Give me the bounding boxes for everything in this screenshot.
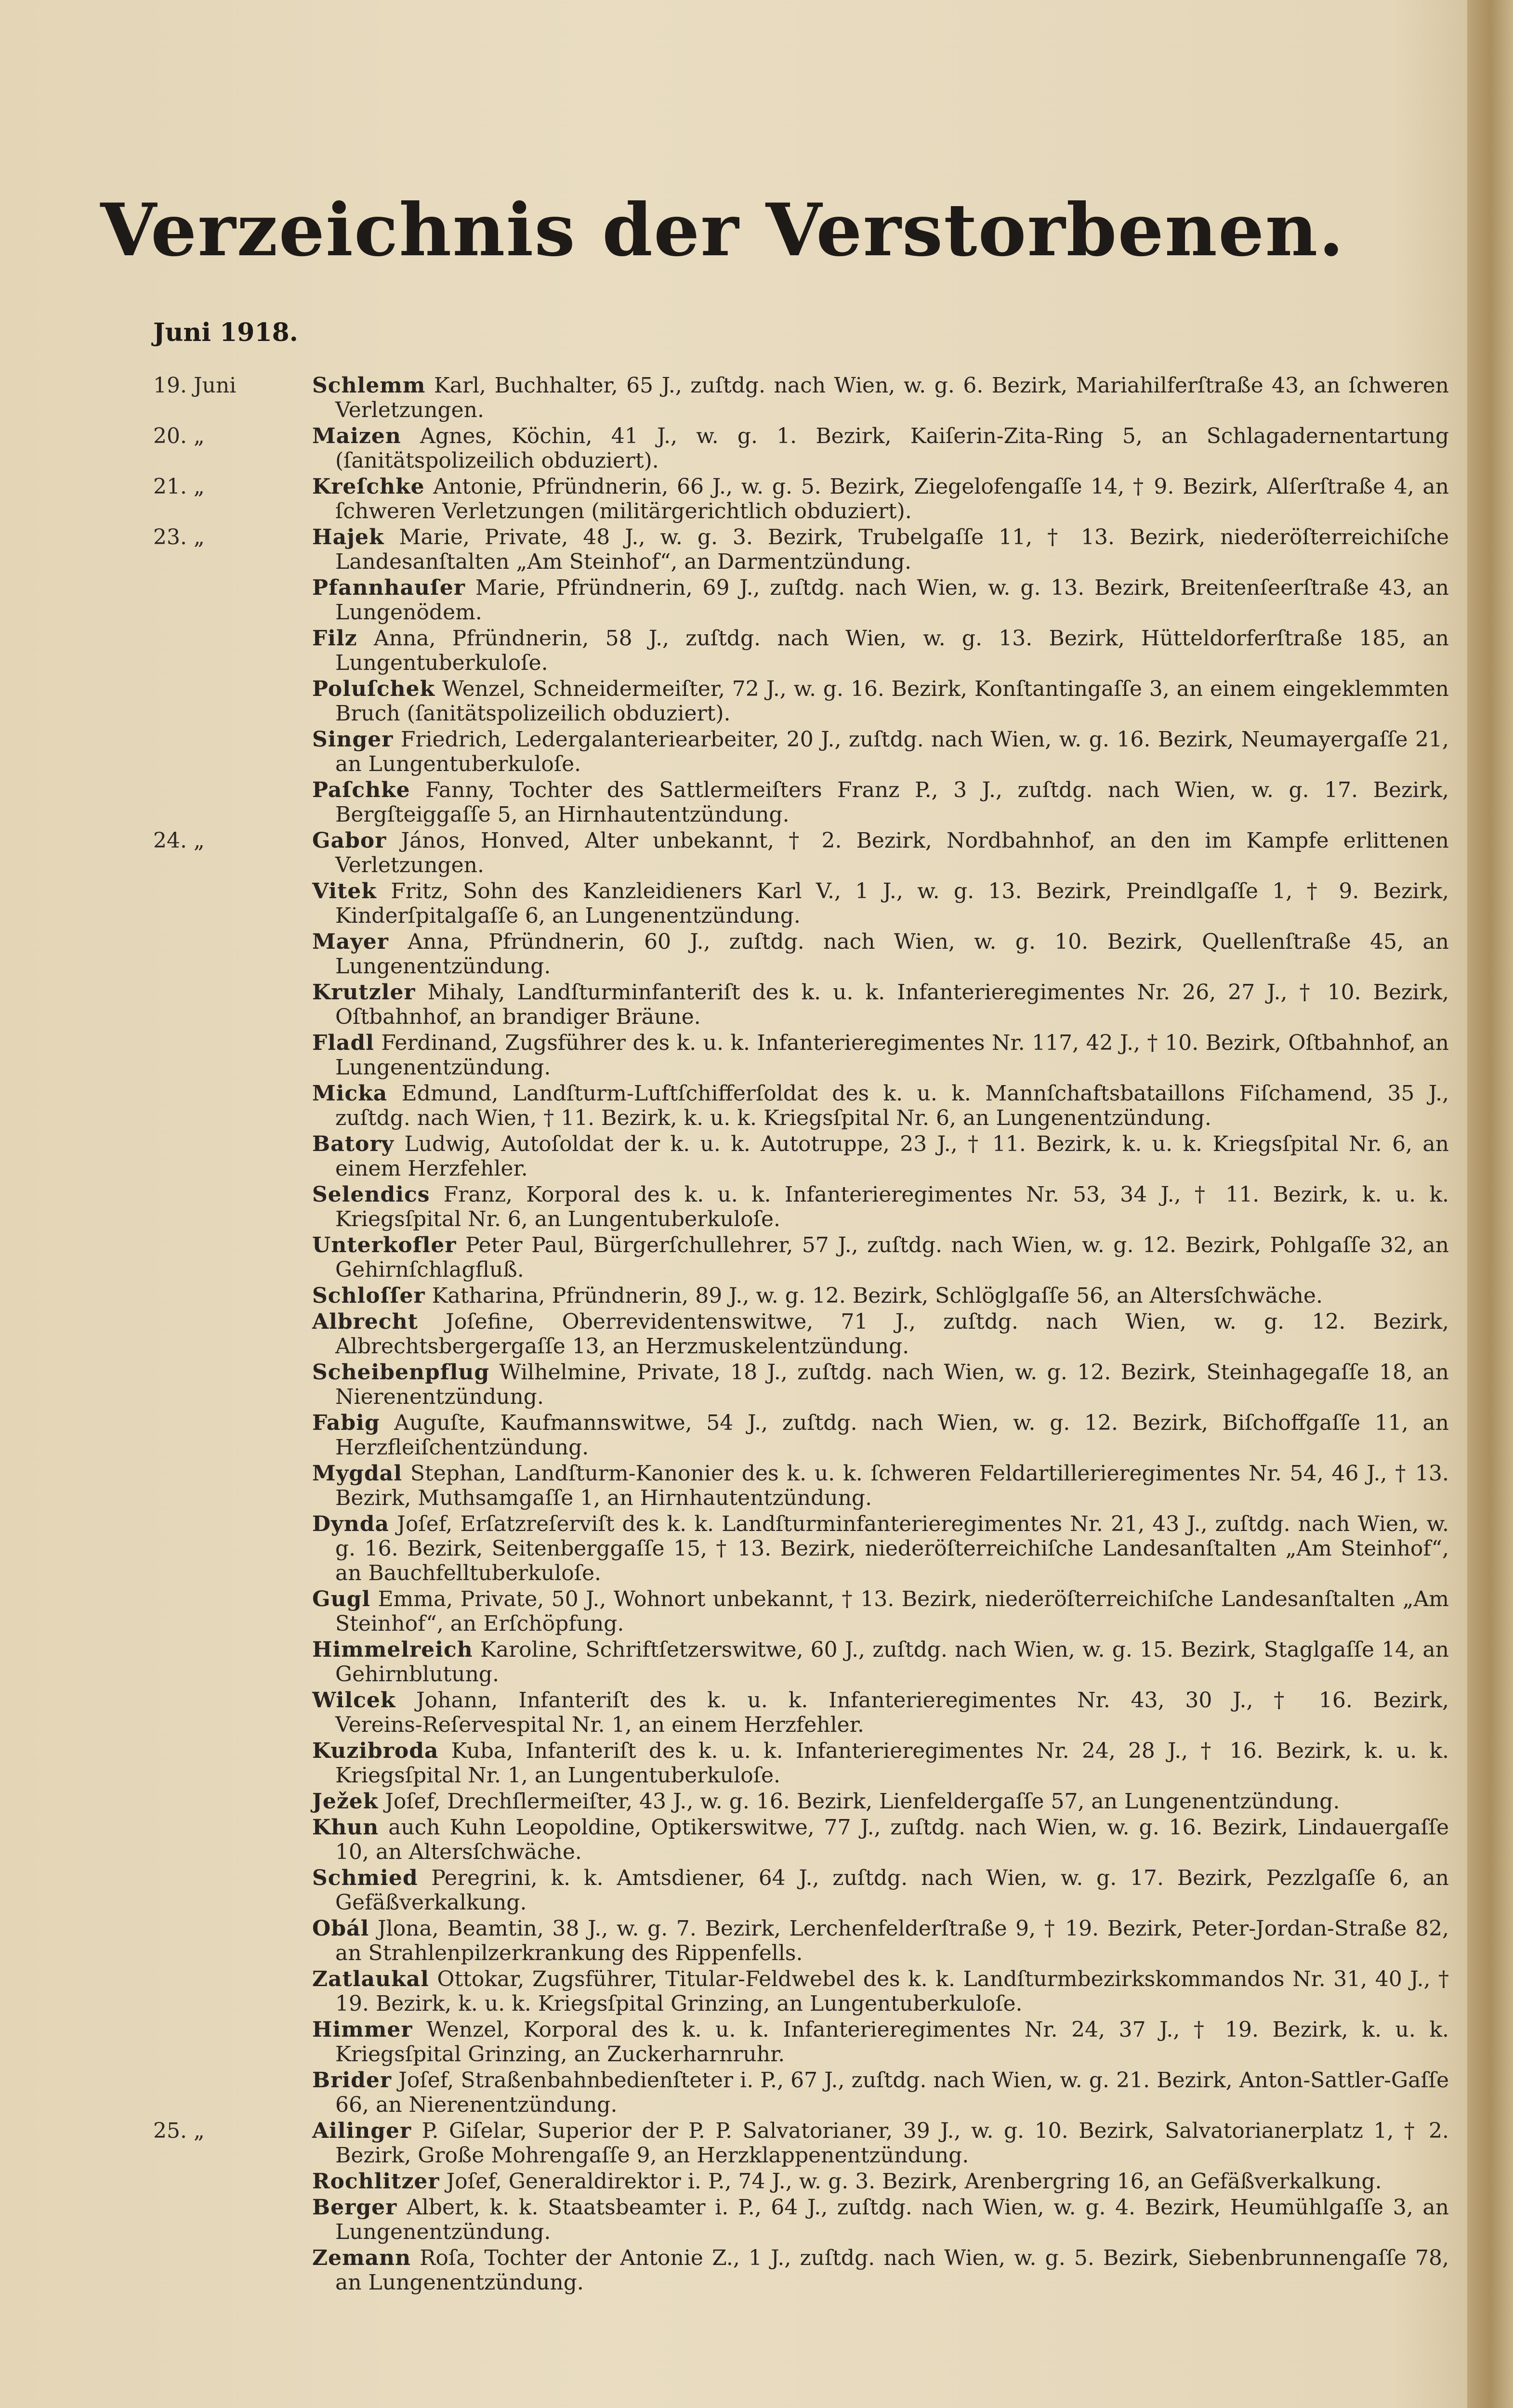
list-item [153, 1789, 1449, 1814]
entry-text [312, 778, 1449, 827]
entry-date: 19. Juni [153, 373, 237, 398]
entry-details: Franz, Korporal des k. u. k. Infanterieregimentes Nr. 53, 34 J., † 11. Bezirk, k. u. k. Kriegsſpital Nr. 6, an Lungentuberkuloſe. [335, 1182, 1449, 1231]
list-item [153, 778, 1449, 827]
entry-details: Ottokar, Zugsführer, Titular‑Feldwebel des k. k. Landſturmbezirkskommandos Nr. 31, 40 J., † 19. Bezirk, k. u. k. Kriegsſpital Grinzing, an Lungentuberkuloſe. [335, 1967, 1449, 2016]
entry-details: Emma, Private, 50 J., Wohnort unbekannt, † 13. Bezirk, niederöſterreichiſche Landesanſtalten „Am Steinhof“, an Erſchöpfung. [335, 1587, 1449, 1636]
list-item [153, 1233, 1449, 1282]
entry-surname: Fladl [312, 1031, 374, 1055]
list-item [153, 525, 1449, 574]
list-item [153, 980, 1449, 1029]
entry-date: 20. „ [153, 424, 205, 448]
entry-surname: Himmer [312, 2017, 413, 2042]
entry-details: Stephan, Landſturm‑Kanonier des k. u. k. ſchweren Feldartillerieregimentes Nr. 54, 46 J., † 13. Bezirk, Muthsamgaſſe 1, an Hirnhautentzündung. [335, 1461, 1449, 1510]
entry-details: János, Honved, Alter unbekannt, † 2. Bezirk, Nordbahnhof, an den im Kampfe erlittenen Verletzungen. [335, 828, 1449, 877]
entry-surname: Zemann [312, 2246, 411, 2270]
entry-surname: Schloſſer [312, 1283, 425, 1308]
list-item [153, 424, 1449, 473]
entry-surname: Rochlitzer [312, 2169, 440, 2194]
entry-details: Jlona, Beamtin, 38 J., w. g. 7. Bezirk, Lerchenfelderſtraße 9, † 19. Bezirk, Peter‑Jordan‑Straße 82, an Strahlenpilzerkrankung des Rippenfells. [335, 1916, 1449, 1965]
entry-details: auch Kuhn Leopoldine, Optikerswitwe, 77 J., zuſtdg. nach Wien, w. g. 16. Bezirk, Lindauergaſſe 10, an Altersſchwäche. [335, 1815, 1449, 1864]
entry-text [312, 1182, 1449, 1231]
entry-details: Albert, k. k. Staatsbeamter i. P., 64 J., zuſtdg. nach Wien, w. g. 4. Bezirk, Heumühlgaſſe 3, an Lungenentzündung. [335, 2195, 1449, 2244]
list-item [153, 1309, 1449, 1359]
list-item [153, 1461, 1449, 1510]
entry-text [312, 373, 1449, 422]
entry-details: Joſefine, Oberrevidentenswitwe, 71 J., zuſtdg. nach Wien, w. g. 12. Bezirk, Albrechtsbergergaſſe 13, an Herzmuskelentzündung. [335, 1309, 1449, 1359]
entry-details: Joſef, Drechſlermeiſter, 43 J., w. g. 16. Bezirk, Lienfeldergaſſe 57, an Lungenentzündung. [378, 1789, 1340, 1814]
entry-surname: Gugl [312, 1587, 371, 1611]
entry-text [312, 576, 1449, 625]
list-item [153, 576, 1449, 625]
entry-text [312, 1967, 1449, 2016]
page-edge [1467, 0, 1513, 2408]
entry-surname: Paſchke [312, 778, 410, 802]
entry-details: Karl, Buchhalter, 65 J., zuſtdg. nach Wien, w. g. 6. Bezirk, Mariahilferſtraße 43, an ſchweren Verletzungen. [335, 373, 1449, 422]
entry-surname: Singer [312, 727, 394, 752]
list-item [153, 2246, 1449, 2295]
entry-text [312, 2169, 1449, 2194]
entry-text [312, 879, 1449, 928]
entry-surname: Pfannhauſer [312, 576, 466, 600]
entry-text [312, 2246, 1449, 2295]
entry-surname: Kuzibroda [312, 1739, 439, 1763]
entry-details: Ludwig, Autoſoldat der k. u. k. Autotruppe, 23 J., † 11. Bezirk, k. u. k. Kriegsſpital Nr. 6, an einem Herzfehler. [335, 1132, 1449, 1181]
entry-details: Wenzel, Korporal des k. u. k. Infanterieregimentes Nr. 24, 37 J., † 19. Bezirk, k. u. k. Kriegsſpital Grinzing, an Zuckerharnruhr. [335, 2017, 1449, 2067]
entry-text [312, 424, 1449, 473]
list-item [153, 2169, 1449, 2194]
entry-date: 21. „ [153, 474, 205, 499]
entry-text [312, 525, 1449, 574]
list-item [153, 879, 1449, 928]
list-item [153, 1866, 1449, 1915]
entry-date: 23. „ [153, 525, 205, 550]
entry-text [312, 1789, 1449, 1814]
entry-details: Johann, Infanteriſt des k. u. k. Infanterieregimentes Nr. 43, 30 J., † 16. Bezirk, Vereins‑Reſervespital Nr. 1, an einem Herzfehler. [335, 1688, 1449, 1737]
entry-surname: Ailinger [312, 2119, 412, 2143]
entry-details: Marie, Pfründnerin, 69 J., zuſtdg. nach Wien, w. g. 13. Bezirk, Breitenſeerſtraße 43, an Lungenödem. [335, 576, 1449, 625]
list-item [153, 1916, 1449, 1965]
entry-text [312, 1233, 1449, 1282]
entry-details: Peter Paul, Bürgerſchullehrer, 57 J., zuſtdg. nach Wien, w. g. 12. Bezirk, Pohlgaſſe 32, an Gehirnſchlagfluß. [335, 1233, 1449, 1282]
entry-list [153, 373, 1449, 2296]
entry-surname: Mygdal [312, 1461, 403, 1486]
entry-text [312, 2017, 1449, 2067]
entry-surname: Berger [312, 2195, 397, 2220]
entry-date: 25. „ [153, 2119, 205, 2143]
entry-surname: Obál [312, 1916, 369, 1941]
entry-surname: Fabig [312, 1411, 380, 1435]
list-item [153, 1283, 1449, 1308]
entry-text [312, 1739, 1449, 1788]
list-item [153, 2195, 1449, 2244]
list-item [153, 1739, 1449, 1788]
entry-text [312, 2119, 1449, 2168]
page-title: Verzeichnis der Verstorbenen. [100, 188, 1345, 273]
entry-details: Wenzel, Schneidermeiſter, 72 J., w. g. 16. Bezirk, Konſtantingaſſe 3, an einem eingeklemmten Bruch (ſanitätspolizeilich obduziert). [335, 677, 1449, 726]
entry-surname: Zatlaukal [312, 1967, 429, 1991]
entry-details: Peregrini, k. k. Amtsdiener, 64 J., zuſtdg. nach Wien, w. g. 17. Bezirk, Pezzlgaſſe 6, an Gefäßverkalkung. [335, 1866, 1449, 1915]
list-item [153, 2119, 1449, 2168]
entry-text [312, 828, 1449, 877]
entry-details: Antonie, Pfründnerin, 66 J., w. g. 5. Bezirk, Ziegelofengaſſe 14, † 9. Bezirk, Alſerſtraße 4, an ſchweren Verletzungen (militärgerichtlich obduziert). [335, 474, 1449, 523]
entry-surname: Schmied [312, 1866, 418, 1890]
entry-surname: Unterkofler [312, 1233, 457, 1257]
entry-surname: Filz [312, 626, 357, 651]
entry-details: Ferdinand, Zugsführer des k. u. k. Infanterieregimentes Nr. 117, 42 J., † 10. Bezirk, Oſtbahnhof, an Lungenentzündung. [335, 1031, 1449, 1080]
entry-surname: Poluſchek [312, 677, 435, 701]
entry-text [312, 1031, 1449, 1080]
entry-date: 24. „ [153, 828, 205, 853]
entry-details: Karoline, Schriftſetzerswitwe, 60 J., zuſtdg. nach Wien, w. g. 15. Bezirk, Staglgaſſe 14, an Gehirnblutung. [335, 1637, 1449, 1687]
list-item [153, 2017, 1449, 2067]
entry-surname: Batory [312, 1132, 395, 1156]
entry-surname: Micka [312, 1081, 388, 1106]
list-item [153, 1512, 1449, 1585]
list-item [153, 373, 1449, 422]
entry-text [312, 1688, 1449, 1737]
list-item [153, 1132, 1449, 1181]
entry-surname: Hajek [312, 525, 384, 550]
entry-text [312, 727, 1449, 776]
entry-text [312, 1132, 1449, 1181]
entry-details: Marie, Private, 48 J., w. g. 3. Bezirk, Trubelgaſſe 11, † 13. Bezirk, niederöſterreichiſche Landesanſtalten „Am Steinhof“, an Darmentzündung. [335, 525, 1449, 574]
list-item [153, 1411, 1449, 1460]
entry-text [312, 474, 1449, 523]
entry-details: Katharina, Pfründnerin, 89 J., w. g. 12. Bezirk, Schlöglgaſſe 56, an Altersſchwäche. [425, 1283, 1323, 1308]
entry-text [312, 1411, 1449, 1460]
entry-surname: Maizen [312, 424, 401, 448]
list-item [153, 727, 1449, 776]
entry-text [312, 1866, 1449, 1915]
list-item [153, 474, 1449, 523]
entry-text [312, 1309, 1449, 1359]
list-item [153, 1081, 1449, 1130]
entry-text [312, 1283, 1449, 1308]
list-item [153, 1031, 1449, 1080]
entry-details: Auguſte, Kaufmannswitwe, 54 J., zuſtdg. nach Wien, w. g. 12. Bezirk, Biſchoffgaſſe 11, an Herzfleiſchentzündung. [335, 1411, 1449, 1460]
entry-surname: Himmelreich [312, 1637, 473, 1662]
list-item [153, 1182, 1449, 1231]
list-item [153, 677, 1449, 726]
entry-surname: Kreſchke [312, 474, 425, 499]
entry-text [312, 2195, 1449, 2244]
list-item [153, 929, 1449, 979]
entry-details: Edmund, Landſturm‑Luftſchifferſoldat des k. u. k. Mannſchaftsbataillons Fiſchamend, 35 J., zuſtdg. nach Wien, † 11. Bezirk, k. u. k. Kriegsſpital Nr. 6, an Lungenentzündung. [335, 1081, 1449, 1130]
entry-surname: Mayer [312, 929, 389, 954]
entry-text [312, 2068, 1449, 2117]
entry-surname: Dynda [312, 1512, 389, 1536]
entry-surname: Albrecht [312, 1309, 418, 1334]
entry-text [312, 1587, 1449, 1636]
entry-text [312, 929, 1449, 979]
entry-details: Anna, Pfründnerin, 58 J., zuſtdg. nach Wien, w. g. 13. Bezirk, Hütteldorferſtraße 185, an Lungentuberkuloſe. [335, 626, 1449, 675]
entry-details: Roſa, Tochter der Antonie Z., 1 J., zuſtdg. nach Wien, w. g. 5. Bezirk, Siebenbrunnengaſſe 78, an Lungenentzündung. [335, 2246, 1449, 2295]
entry-details: Joſef, Straßenbahnbedienſteter i. P., 67 J., zuſtdg. nach Wien, w. g. 21. Bezirk, Anton‑Sattler‑Gaſſe 66, an Nierenentzündung. [335, 2068, 1449, 2117]
list-item [153, 1637, 1449, 1687]
entry-details: Joſef, Erſatzreſerviſt des k. k. Landſturminfanterieregimentes Nr. 21, 43 J., zuſtdg. nach Wien, w. g. 16. Bezirk, Seitenberggaſſe 15, † 13. Bezirk, niederöſterreichiſche Landesanſtalten „Am Steinhof“, an Bauchfelltuberkuloſe. [335, 1512, 1449, 1585]
entry-text [312, 626, 1449, 675]
entry-text [312, 1512, 1449, 1585]
entry-surname: Wilcek [312, 1688, 396, 1713]
entry-details: Mihaly, Landſturminfanteriſt des k. u. k. Infanterieregimentes Nr. 26, 27 J., † 10. Bezirk, Oſtbahnhof, an brandiger Bräune. [335, 980, 1449, 1029]
entry-surname: Krutzler [312, 980, 416, 1005]
list-item [153, 1967, 1449, 2016]
entry-text [312, 677, 1449, 726]
entry-surname: Selendics [312, 1182, 430, 1207]
entry-text [312, 1081, 1449, 1130]
entry-text [312, 980, 1449, 1029]
entry-text [312, 1360, 1449, 1409]
entry-surname: Khun [312, 1815, 379, 1840]
entry-details: Anna, Pfründnerin, 60 J., zuſtdg. nach Wien, w. g. 10. Bezirk, Quellenſtraße 45, an Lungenentzündung. [335, 929, 1449, 979]
entry-details: Joſef, Generaldirektor i. P., 74 J., w. g. 3. Bezirk, Arenbergring 16, an Gefäßverkalkung. [439, 2169, 1382, 2194]
entry-surname: Ježek [312, 1789, 379, 1814]
list-item [153, 1815, 1449, 1864]
entry-details: Wilhelmine, Private, 18 J., zuſtdg. nach Wien, w. g. 12. Bezirk, Steinhagegaſſe 18, an Nierenentzündung. [335, 1360, 1449, 1409]
month-heading: Juni 1918. [153, 318, 298, 347]
entry-details: Kuba, Infanteriſt des k. u. k. Infanterieregimentes Nr. 24, 28 J., † 16. Bezirk, k. u. k. Kriegsſpital Nr. 1, an Lungentuberkuloſe. [335, 1739, 1449, 1788]
list-item [153, 2068, 1449, 2117]
entry-text [312, 1637, 1449, 1687]
entry-details: Friedrich, Ledergalanteriearbeiter, 20 J., zuſtdg. nach Wien, w. g. 16. Bezirk, Neumayergaſſe 21, an Lungentuberkuloſe. [335, 727, 1449, 776]
list-item [153, 1360, 1449, 1409]
entry-surname: Vitek [312, 879, 377, 903]
entry-surname: Schlemm [312, 373, 426, 398]
entry-text [312, 1916, 1449, 1965]
entry-details: P. Giſelar, Superior der P. P. Salvatorianer, 39 J., w. g. 10. Bezirk, Salvatorianerplatz 1, † 2. Bezirk, Große Mohrengaſſe 9, an Herzklappenentzündung. [335, 2119, 1449, 2168]
list-item [153, 1587, 1449, 1636]
entry-text [312, 1815, 1449, 1864]
list-item [153, 1688, 1449, 1737]
entry-details: Fanny, Tochter des Sattlermeiſters Franz P., 3 J., zuſtdg. nach Wien, w. g. 17. Bezirk, Bergſteiggaſſe 5, an Hirnhautentzündung. [335, 778, 1449, 827]
entry-surname: Brider [312, 2068, 392, 2093]
list-item [153, 626, 1449, 675]
entry-text [312, 1461, 1449, 1510]
entry-details: Fritz, Sohn des Kanzleidieners Karl V., 1 J., w. g. 13. Bezirk, Preindlgaſſe 1, † 9. Bezirk, Kinderſpitalgaſſe 6, an Lungenentzündung. [335, 879, 1449, 928]
list-item [153, 828, 1449, 877]
entry-details: Agnes, Köchin, 41 J., w. g. 1. Bezirk, Kaiſerin‑Zita‑Ring 5, an Schlagadernentartung (ſanitätspolizeilich obduziert). [335, 424, 1449, 473]
entry-surname: Scheibenpflug [312, 1360, 490, 1385]
entry-surname: Gabor [312, 828, 387, 853]
